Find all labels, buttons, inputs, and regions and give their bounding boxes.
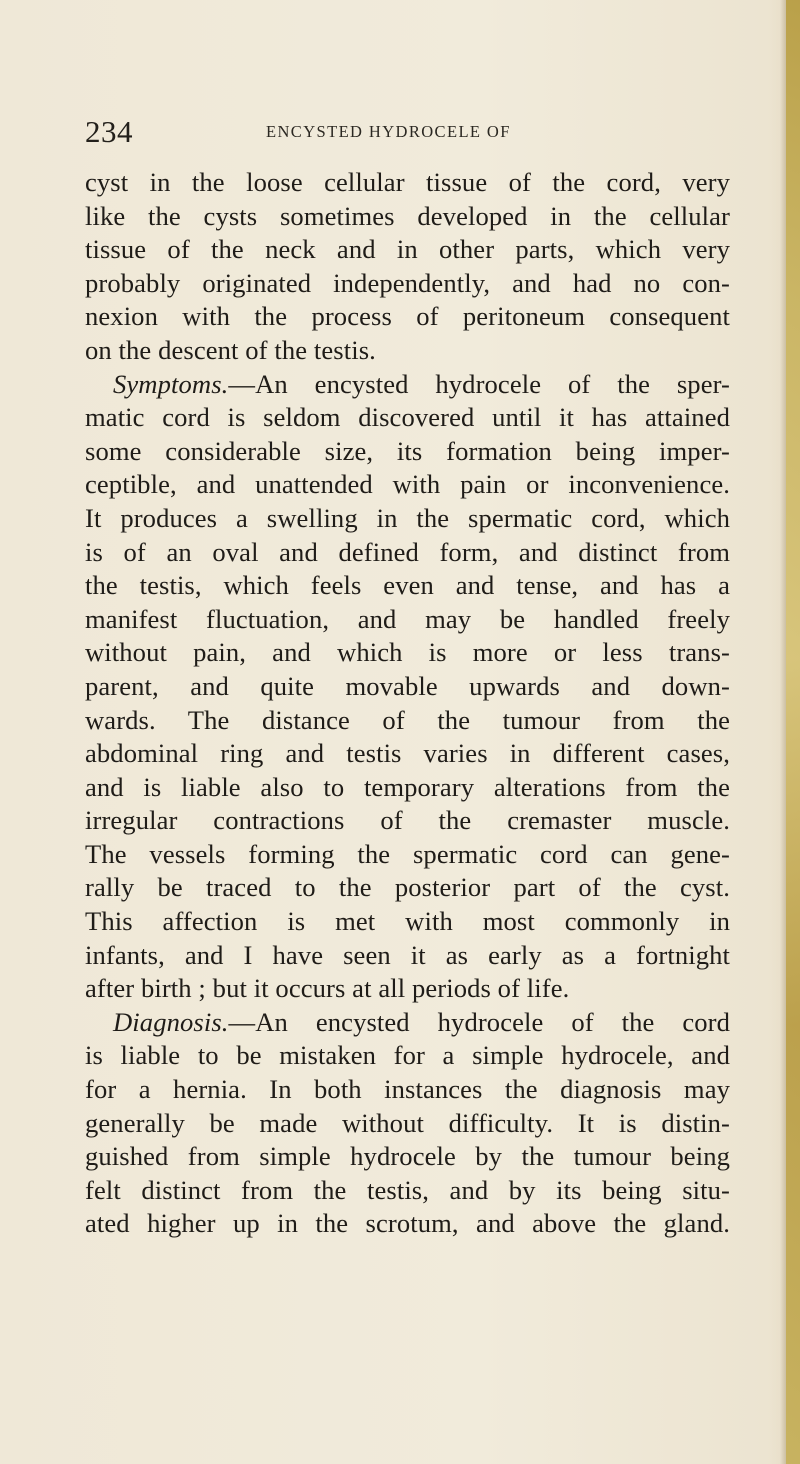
text-line: wards. The distance of the tumour from the — [85, 704, 730, 735]
text-line: irregular contractions of the cremaster muscle. — [85, 805, 730, 836]
text-line: felt distinct from the testis, and by its being situ- — [85, 1174, 730, 1205]
body-text — [85, 166, 730, 1241]
text-line: cyst in the loose cellular tissue of the cord, very — [85, 167, 730, 197]
text-line — [85, 368, 730, 402]
text-line: like the cysts sometimes developed in the cellular — [85, 200, 730, 231]
text-line: abdominal ring and testis varies in different cases, — [85, 738, 730, 769]
text-line: on the descent of the testis. — [85, 334, 376, 365]
text-line: guished from simple hydrocele by the tumour being — [85, 1141, 730, 1172]
text-line: for a hernia. In both instances the diagnosis may — [85, 1074, 730, 1105]
text-line: The vessels forming the spermatic cord can gene- — [85, 838, 730, 869]
text-line: ated higher up in the scrotum, and above the gland. — [85, 1208, 730, 1239]
text-line: probably originated independently, and had no con- — [85, 267, 730, 298]
text-line: after birth ; but it occurs at all periods of life. — [85, 973, 570, 1004]
section-heading-symptoms: Symptoms. — [113, 368, 229, 399]
text-line: and is liable also to temporary alterations from the — [85, 771, 730, 802]
text-line: nexion with the process of peritoneum consequent — [85, 301, 730, 332]
text-line: tissue of the neck and in other parts, which very — [85, 234, 730, 265]
text-line: It produces a swelling in the spermatic cord, which — [85, 502, 730, 533]
text-line: manifest fluctuation, and may be handled freely — [85, 603, 730, 634]
text-line: is of an oval and defined form, and distinct from — [85, 536, 730, 567]
page-number: 234 — [85, 114, 133, 149]
text-run: —An encysted hydrocele of the sper- — [228, 368, 730, 399]
text-line: ceptible, and unattended with pain or inconvenience. — [85, 469, 730, 500]
gilded-page-edge — [786, 0, 800, 1464]
text-line: parent, and quite movable upwards and down- — [85, 670, 730, 701]
text-line: rally be traced to the posterior part of the cyst. — [85, 872, 730, 903]
section-heading-diagnosis: Diagnosis. — [113, 1006, 229, 1037]
text-line: This affection is met with most commonly in — [85, 906, 730, 937]
page-header — [0, 112, 800, 152]
text-line: the testis, which feels even and tense, and has a — [85, 570, 730, 601]
text-run: —An encysted hydrocele of the cord — [228, 1006, 730, 1037]
text-line: some considerable size, its formation being imper- — [85, 435, 730, 466]
text-line: generally be made without difficulty. It is distin- — [85, 1107, 730, 1138]
running-head: ENCYSTED HYDROCELE OF — [266, 122, 511, 141]
text-line: matic cord is seldom discovered until it has attained — [85, 402, 730, 433]
text-line: is liable to be mistaken for a simple hydrocele, and — [85, 1040, 730, 1071]
text-line: without pain, and which is more or less trans- — [85, 637, 730, 668]
text-line: infants, and I have seen it as early as a fortnight — [85, 939, 730, 970]
text-line — [85, 1006, 730, 1040]
